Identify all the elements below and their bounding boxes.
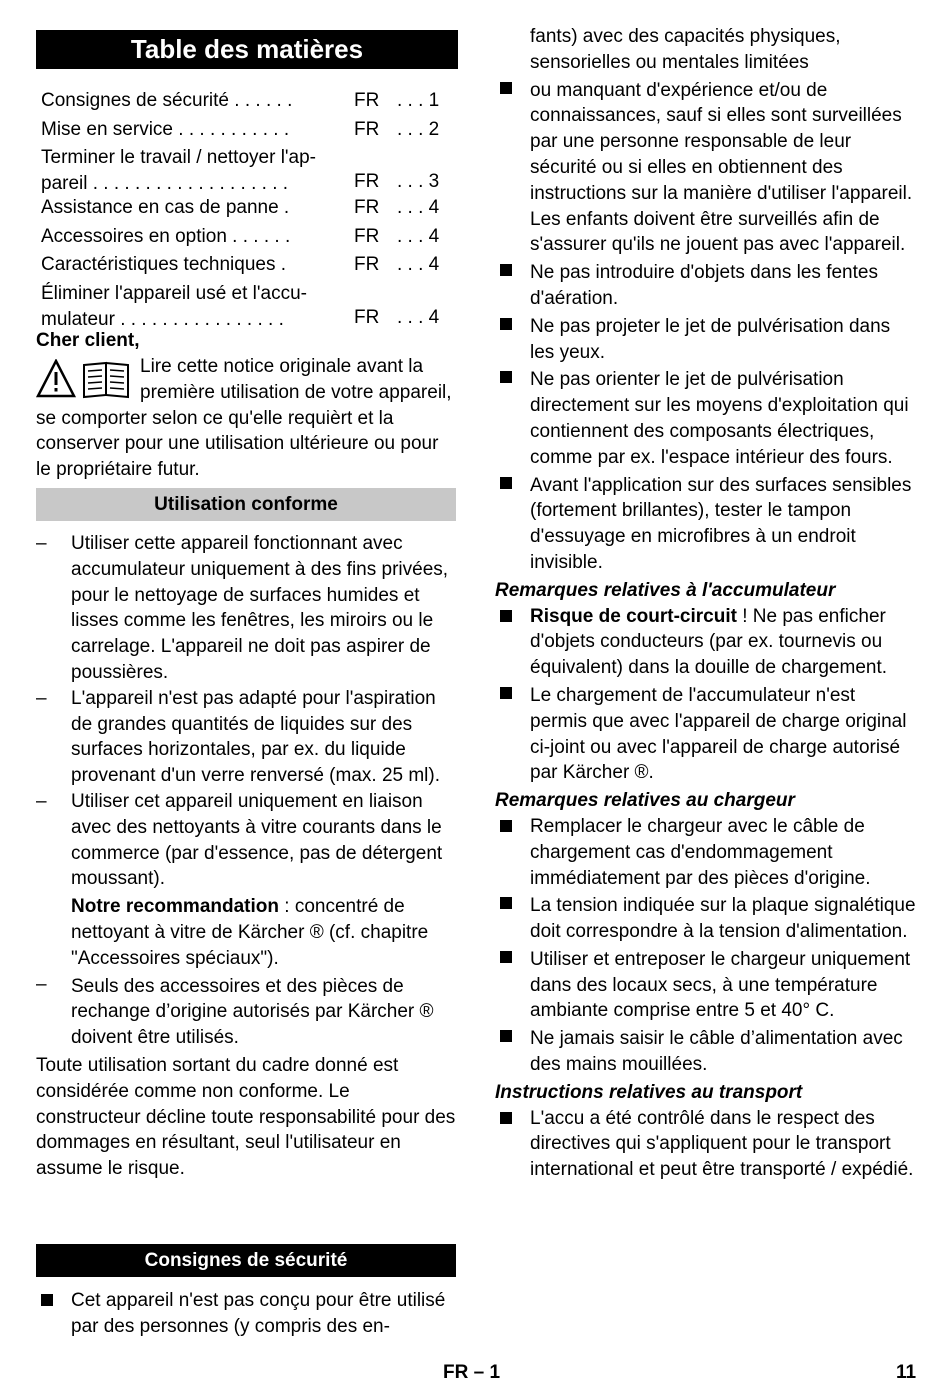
section-heading-safety: Consignes de sécurité	[36, 1244, 456, 1277]
footer-section-number: FR – 1	[443, 1362, 501, 1383]
square-bullet-icon	[500, 1030, 512, 1042]
toc-lang: FR	[354, 171, 380, 192]
list-item: – L'appareil n'est pas adapté pour l'aspiration de grandes quantités de liquides sur des surfaces horizontales, par ex. du liquide provenant d'un verre renversé (max. 25 ml).	[36, 687, 441, 787]
toc-page: . . . 4	[397, 225, 440, 247]
toc-page: . . . 4	[397, 197, 440, 218]
square-bullet-icon	[500, 318, 512, 330]
toc-title: Table des matières	[36, 30, 458, 69]
toc-lang: FR	[354, 197, 380, 218]
right-column	[495, 24, 917, 1183]
usage-list	[36, 531, 456, 1182]
square-bullet-icon	[500, 82, 512, 94]
list-item: Risque de court-circuit ! Ne pas enficher d'objets conducteurs (par ex. tournevis ou équivalent) dans la douille de chargement.	[495, 604, 917, 681]
safety-list-start	[36, 1288, 456, 1340]
list-item: Ne pas orienter le jet de pulvérisation directement sur les moyens d'exploitation qui contiennent des composants électriques, comme par ex. l'espace intérieur des fours.	[495, 365, 917, 470]
toc-label: Terminer le travail / nettoyer l'ap- pareil . . . . . . . . . . . . . . . . . . .	[41, 147, 317, 194]
list-item: Ne pas introduire d'objets dans les fentes d'aération.	[495, 258, 917, 312]
square-bullet-icon	[500, 1112, 512, 1124]
square-bullet-icon	[41, 1294, 53, 1306]
toc-row[interactable]	[41, 252, 451, 281]
toc-row[interactable]	[41, 195, 451, 224]
list-item: – Utiliser cette appareil fonctionnant avec accumulateur uniquement à des fins privées, pour le nettoyage de surfaces humides et lisses comme les fenêtres, les miroirs ou le carrelage. L'appareil ne doit pas aspirer de poussières.	[36, 533, 449, 683]
toc-lang: FR	[354, 90, 380, 111]
usage-closing: Toute utilisation sortant du cadre donné est considérée comme non conforme. Le constructeur décline toute responsabilité pour des dommages en résultant, seul l'utilisateur en assume le risque.	[36, 1054, 456, 1180]
list-item: – Utiliser cet appareil uniquement en liaison avec des nettoyants à vitre courants dans le commerce (par d'essence, pas de détergent moussant).	[36, 790, 443, 890]
toc-label: Caractéristiques techniques .	[41, 254, 287, 275]
toc-lang: FR	[354, 118, 380, 140]
list-item: La tension indiquée sur la plaque signalétique doit correspondre à la tension d'alimentation.	[495, 891, 917, 945]
list-item: L'accu a été contrôlé dans le respect des directives qui s'appliquent pour le transport international et peut être transporté / expédié.	[495, 1106, 917, 1183]
toc-label: Assistance en cas de panne .	[41, 197, 290, 218]
toc-lang: FR	[354, 306, 380, 328]
toc-label: Mise en service . . . . . . . . . . .	[41, 118, 290, 140]
list-item: Remplacer le chargeur avec le câble de chargement cas d'endommagement immédiatement par des pièces d'origine.	[495, 814, 917, 891]
square-bullet-icon	[500, 687, 512, 699]
list-item: – Seuls des accessoires et des pièces de rechange d’origine autorisés par Kärcher ® doivent être utilisés.	[36, 973, 434, 1049]
recommendation: Notre recommandation : concentré de nettoyant à vitre de Kärcher ® (cf. chapitre "Accessoires spéciaux").	[71, 896, 429, 969]
subheading-transport: Instructions relatives au transport	[495, 1081, 803, 1103]
toc-page: . . . 3	[397, 171, 440, 192]
list-item: Ne pas projeter le jet de pulvérisation dans les yeux.	[495, 312, 917, 366]
square-bullet-icon	[500, 264, 512, 276]
list-item: Avant l'application sur des surfaces sensibles (fortement brillantes), tester le tampon d'essuyage en microfibres à un endroit invisible.	[495, 471, 917, 576]
greeting: Cher client,	[36, 330, 140, 351]
square-bullet-icon	[500, 951, 512, 963]
toc-label: Éliminer l'appareil usé et l'accu- mulateur . . . . . . . . . . . . . . . .	[41, 282, 307, 330]
toc-row[interactable]	[41, 281, 451, 331]
toc-lang: FR	[354, 225, 380, 247]
list-item: Ne jamais saisir le câble d’alimentation avec des mains mouillées.	[495, 1024, 917, 1078]
toc-row[interactable]	[41, 88, 451, 117]
toc-page: . . . 4	[397, 306, 440, 328]
subheading-charger: Remarques relatives au chargeur	[495, 790, 795, 812]
toc-lang: FR	[354, 254, 380, 275]
list-item: ou manquant d'expérience et/ou de connaissances, sauf si elles sont surveillées par une personne responsable de leur sécurité ou si elles en obtiennent des instructions sur la manière d'utiliser l'appareil. Les enfants doivent être surveillés afin de s'assurer qu'ils ne jouent pas avec l'appareil.	[495, 76, 917, 259]
square-bullet-icon	[500, 610, 512, 622]
toc-row[interactable]	[41, 145, 451, 195]
toc-row[interactable]	[41, 117, 451, 146]
intro-text: Lire cette notice originale avant la première utilisation de votre appareil, se comporter selon ce qu'elle requièrt et la conserver pour une utilisation ultérieure ou pour le propriétaire futur.	[36, 356, 452, 481]
toc-page: . . . 4	[397, 254, 440, 275]
square-bullet-icon	[500, 477, 512, 489]
list-item-continued: fants) avec des capacités physiques, sensorielles ou mentales limitées	[530, 26, 841, 73]
toc-label: Accessoires en option . . . . . .	[41, 225, 291, 247]
list-item: Le chargement de l'accumulateur n'est permis que avec l'appareil de charge original ci-joint ou avec l'appareil de charge autorisé par Kärcher ®.	[495, 681, 917, 786]
toc-list	[41, 88, 451, 331]
footer-page-number: 11	[896, 1362, 917, 1383]
list-item: Utiliser et entreposer le chargeur uniquement dans des locaux secs, à une température ambiante comprise entre 5 et 40° C.	[495, 945, 917, 1024]
toc-page: . . . 1	[397, 90, 440, 111]
toc-label: Consignes de sécurité . . . . . .	[41, 90, 293, 111]
square-bullet-icon	[500, 820, 512, 832]
list-item: Cet appareil n'est pas conçu pour être utilisé par des personnes (y compris des en-	[36, 1288, 456, 1340]
square-bullet-icon	[500, 371, 512, 383]
toc-page: . . . 2	[397, 118, 440, 140]
square-bullet-icon	[500, 897, 512, 909]
toc-row[interactable]	[41, 224, 451, 253]
section-heading-usage: Utilisation conforme	[36, 488, 456, 521]
subheading-accu: Remarques relatives à l'accumulateur	[495, 579, 836, 601]
